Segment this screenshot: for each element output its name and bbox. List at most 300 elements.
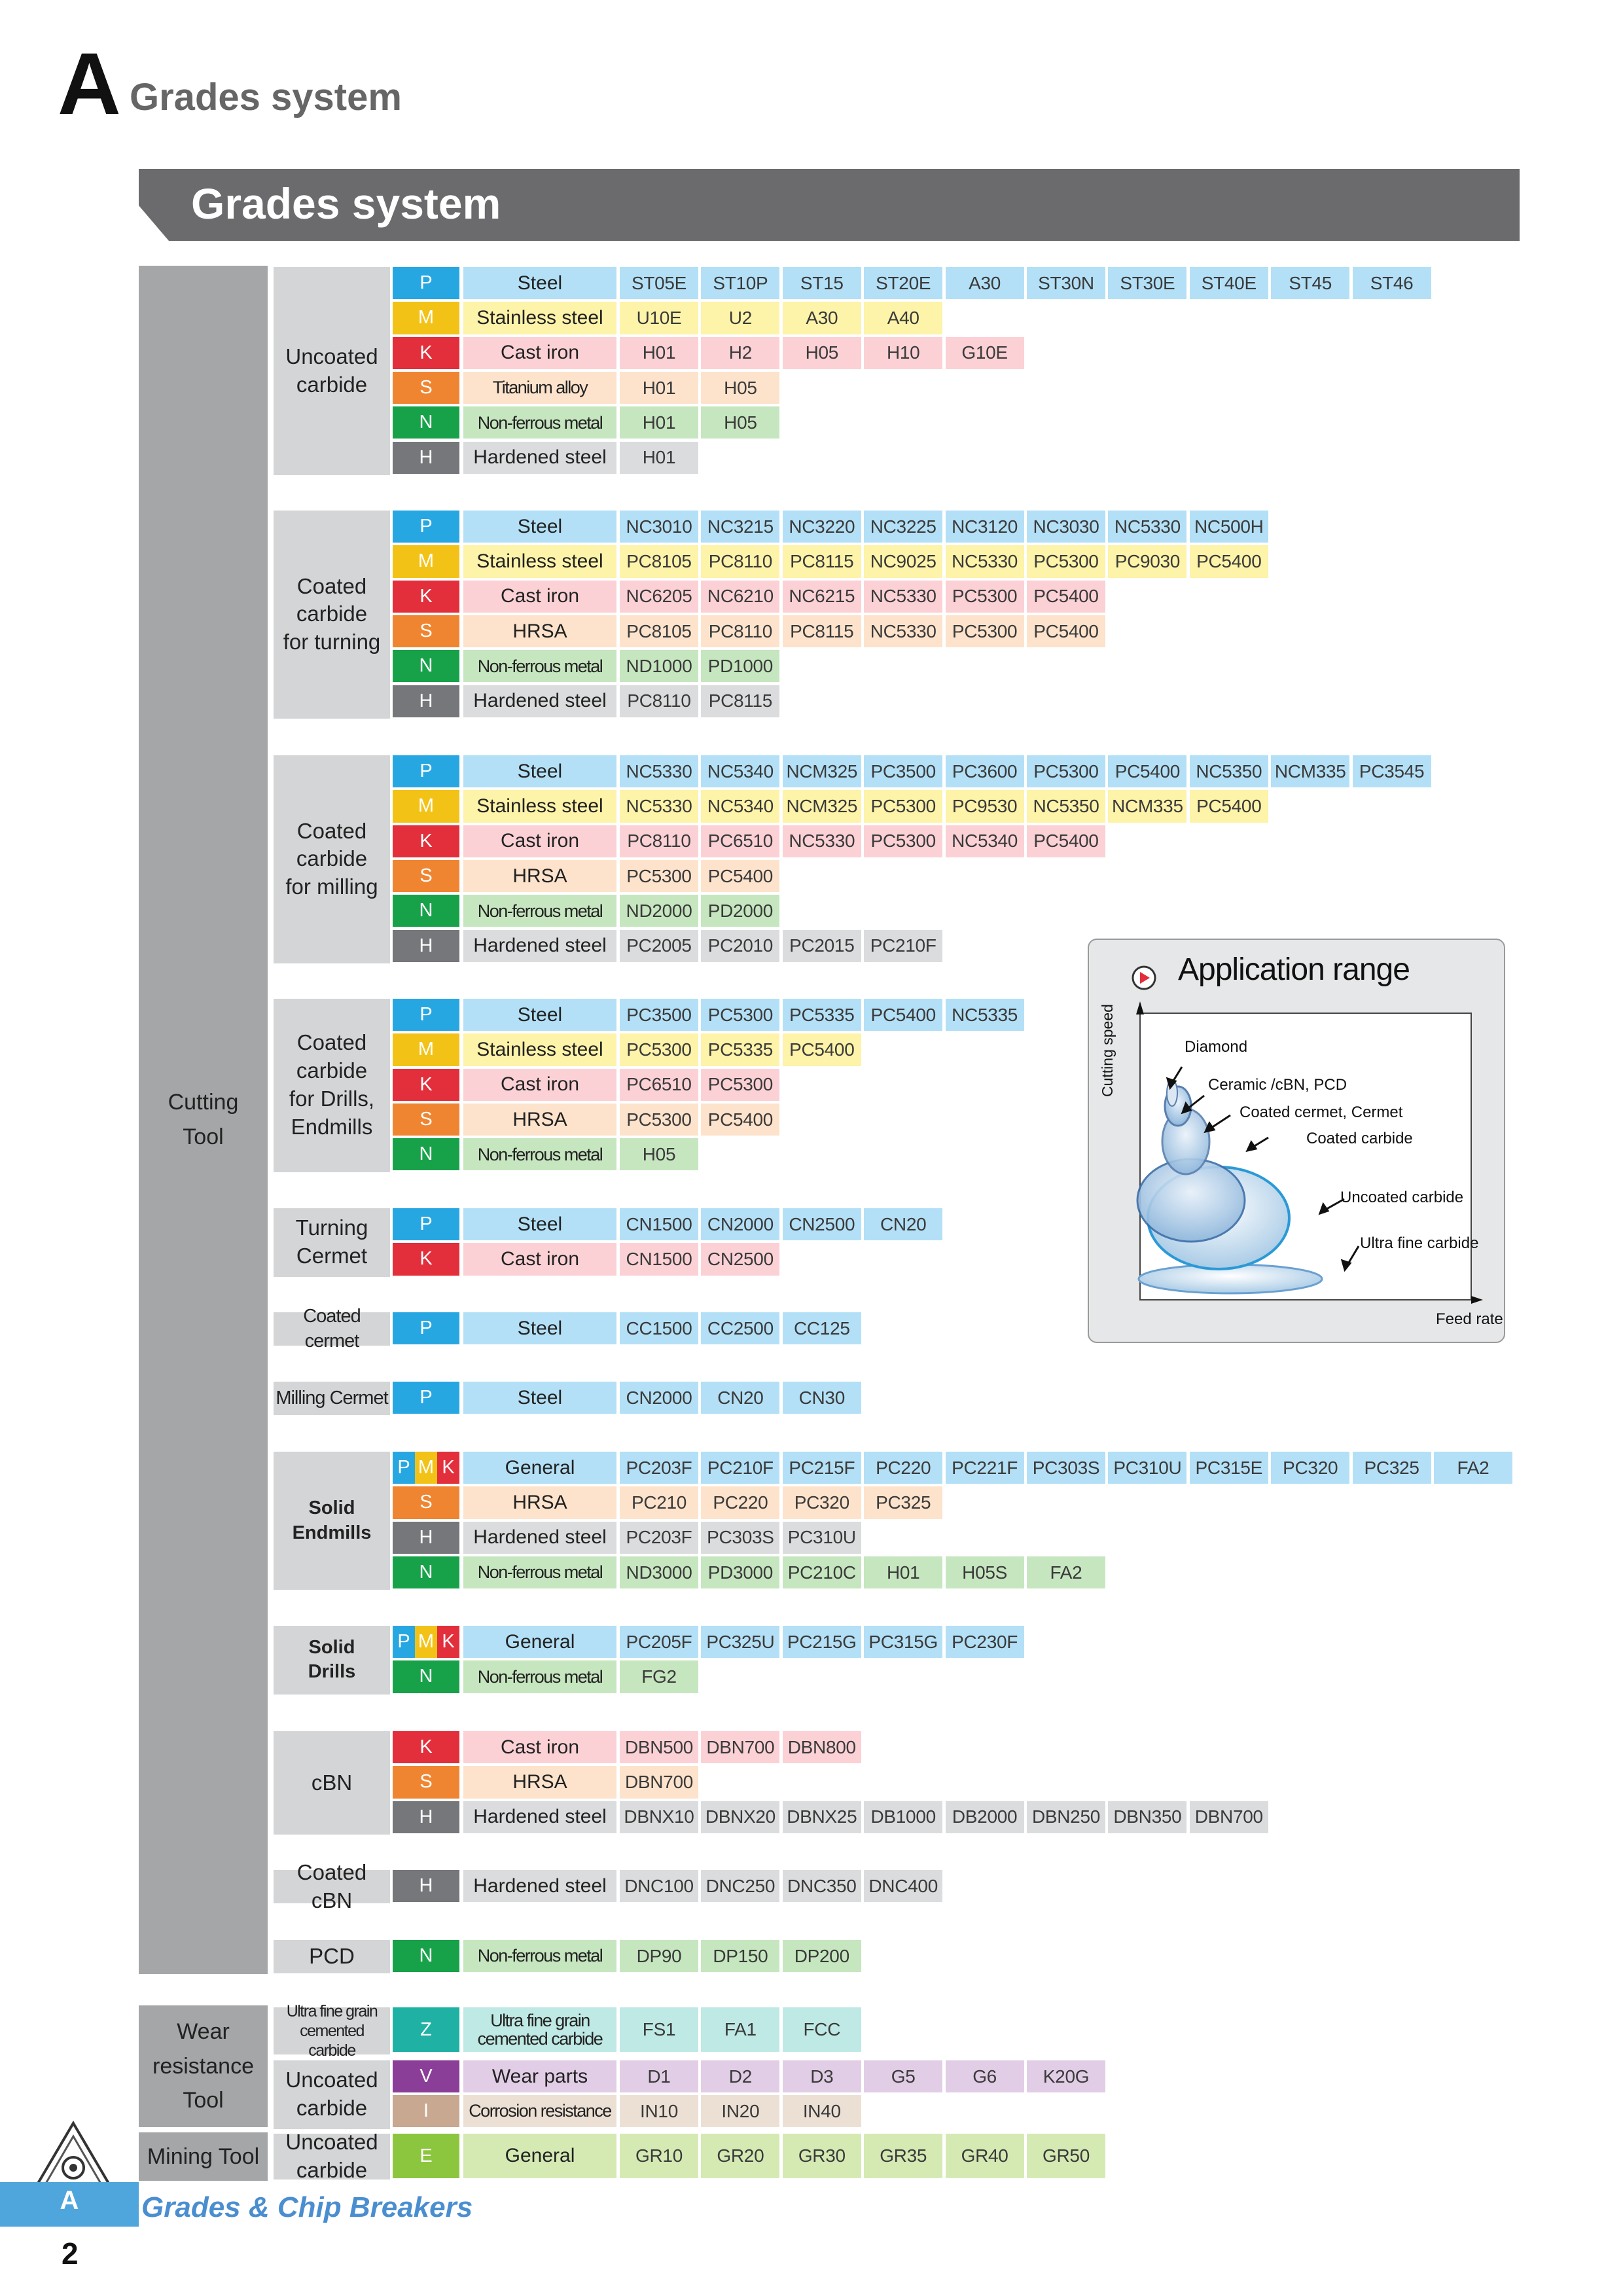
material-code: K xyxy=(393,1243,459,1275)
material-code: P xyxy=(393,755,459,787)
application-range-title: Application range xyxy=(1178,952,1410,987)
grade-cell: H05 xyxy=(783,337,861,369)
grade-cell: NCM325 xyxy=(783,790,861,822)
material-name: Cast iron xyxy=(463,581,616,613)
grade-cell: K20G xyxy=(1027,2060,1105,2092)
grade-cell: H01 xyxy=(620,372,698,404)
grade-cell: CN30 xyxy=(783,1382,861,1414)
grade-cell: NCM335 xyxy=(1108,790,1186,822)
grade-cell: H05 xyxy=(701,372,779,404)
material-name: Steel xyxy=(463,1312,616,1344)
material-code: S xyxy=(393,1766,459,1798)
grade-cell: PC210C xyxy=(783,1556,861,1588)
grade-cell: NC5350 xyxy=(1190,755,1268,787)
grade-cell: PC5300 xyxy=(620,1103,698,1136)
material-name: Ultra fine grain cemented carbide xyxy=(463,2007,616,2052)
section-name-text: Solid Drills xyxy=(308,1636,356,1683)
mining-tool-group xyxy=(139,2132,268,2181)
grade-cell: PC210F xyxy=(864,930,942,962)
grade-cell: NC5330 xyxy=(1108,511,1186,543)
section-name xyxy=(274,1208,390,1277)
grade-cell: NCM325 xyxy=(783,755,861,787)
material-code: M xyxy=(393,302,459,334)
grade-cell: PC5300 xyxy=(946,581,1024,613)
material-code: H xyxy=(393,930,459,962)
grade-cell: NC6215 xyxy=(783,581,861,613)
section-name-text: Coated cBN xyxy=(296,1859,367,1912)
section-name-text: Coated carbide for milling xyxy=(285,818,378,899)
section-name-text: Uncoated carbide xyxy=(285,2068,378,2121)
grade-cell: PC5300 xyxy=(1027,755,1105,787)
grade-cell: G5 xyxy=(864,2060,942,2092)
material-name: Non-ferrous metal xyxy=(463,1660,616,1693)
section-name-text: cBN xyxy=(311,1770,353,1795)
section-name xyxy=(274,1731,390,1835)
grade-cell: DP200 xyxy=(783,1940,861,1972)
section-name xyxy=(274,2002,390,2060)
grade-cell: NC3010 xyxy=(620,511,698,543)
grade-cell: NC5330 xyxy=(864,581,942,613)
material-code: V xyxy=(393,2060,459,2092)
mining-tool-group-label: Mining Tool xyxy=(147,2144,260,2169)
material-name: Steel xyxy=(463,999,616,1031)
section-name-text: PCD xyxy=(309,1944,355,1969)
grade-cell: IN20 xyxy=(701,2095,779,2127)
section-name-text: Ultra fine grain cemented carbide xyxy=(286,2002,378,2060)
material-code: S xyxy=(393,372,459,404)
material-code: K xyxy=(393,581,459,613)
grade-cell: PC230F xyxy=(946,1626,1024,1658)
material-code: H xyxy=(393,685,459,717)
grade-cell: CN20 xyxy=(864,1208,942,1240)
material-code: N xyxy=(393,1556,459,1588)
grade-cell: PC8115 xyxy=(701,685,779,717)
material-code: K xyxy=(393,337,459,369)
grade-cell: PC325 xyxy=(864,1486,942,1518)
grade-cell: PC220 xyxy=(864,1452,942,1484)
grade-cell: CC1500 xyxy=(620,1312,698,1344)
grade-cell: PC5335 xyxy=(783,999,861,1031)
material-code-k: K xyxy=(437,1452,459,1484)
material-name: Cast iron xyxy=(463,337,616,369)
grade-cell: ST46 xyxy=(1353,267,1431,299)
grade-cell: PC9030 xyxy=(1108,545,1186,577)
material-name: General xyxy=(463,2134,616,2178)
material-name: General xyxy=(463,1452,616,1484)
material-code: N xyxy=(393,895,459,927)
material-name: Stainless steel xyxy=(463,1033,616,1066)
section-name-text: Coated carbide for turning xyxy=(283,573,381,655)
grade-cell: PC8105 xyxy=(620,545,698,577)
grade-cell: FA2 xyxy=(1027,1556,1105,1588)
grade-cell: GR40 xyxy=(946,2134,1024,2178)
material-code: P xyxy=(393,511,459,543)
grade-cell: NC6210 xyxy=(701,581,779,613)
material-name: Hardened steel xyxy=(463,1801,616,1833)
section-name xyxy=(274,2130,390,2182)
grade-cell: ST10P xyxy=(701,267,779,299)
grade-cell: ST20E xyxy=(864,267,942,299)
material-code: N xyxy=(393,1940,459,1972)
grade-cell: DNC400 xyxy=(864,1870,942,1902)
grade-cell: ST45 xyxy=(1271,267,1349,299)
grade-cell: NC3220 xyxy=(783,511,861,543)
grade-cell: GR10 xyxy=(620,2134,698,2178)
page-number: 2 xyxy=(62,2236,79,2270)
grade-cell: H05 xyxy=(620,1138,698,1170)
material-code: S xyxy=(393,1486,459,1518)
grade-cell: PC8115 xyxy=(783,615,861,647)
grade-cell: H01 xyxy=(620,442,698,474)
grade-cell: CN1500 xyxy=(620,1208,698,1240)
grade-cell: H05 xyxy=(701,406,779,439)
grade-cell: NCM335 xyxy=(1271,755,1349,787)
chapter-title: Grades system xyxy=(130,76,402,118)
grade-cell: DBN800 xyxy=(783,1731,861,1763)
material-code: N xyxy=(393,650,459,682)
grade-cell: PC303S xyxy=(701,1522,779,1554)
label-coated-carbide: Coated carbide xyxy=(1306,1130,1413,1147)
grade-cell: NC5350 xyxy=(1027,790,1105,822)
material-code: M xyxy=(393,1033,459,1066)
grade-cell: PC5300 xyxy=(864,790,942,822)
grade-cell: PC5400 xyxy=(1027,825,1105,857)
grade-cell: IN40 xyxy=(783,2095,861,2127)
material-code: S xyxy=(393,1103,459,1136)
material-name: Cast iron xyxy=(463,1731,616,1763)
material-code: H xyxy=(393,1870,459,1902)
grade-cell: PC5300 xyxy=(1027,545,1105,577)
grade-cell: PC3500 xyxy=(864,755,942,787)
grade-cell: PC310U xyxy=(783,1522,861,1554)
material-code-m: M xyxy=(415,1452,437,1484)
material-name: Non-ferrous metal xyxy=(463,1138,616,1170)
grade-cell: PC210 xyxy=(620,1486,698,1518)
section-name xyxy=(274,999,390,1172)
grade-cell: IN10 xyxy=(620,2095,698,2127)
section-name-text: Coated carbide for Drills, Endmills xyxy=(289,1030,375,1139)
grade-cell: PC5400 xyxy=(701,1103,779,1136)
grade-cell: A30 xyxy=(946,267,1024,299)
grade-cell: NC5330 xyxy=(620,755,698,787)
grade-cell: GR50 xyxy=(1027,2134,1105,2178)
grade-cell: CN2000 xyxy=(620,1382,698,1414)
material-name: Non-ferrous metal xyxy=(463,406,616,439)
grade-cell: NC3030 xyxy=(1027,511,1105,543)
section-name xyxy=(274,1452,390,1590)
grade-cell: CN2000 xyxy=(701,1208,779,1240)
grade-cell: PC203F xyxy=(620,1452,698,1484)
material-code: E xyxy=(393,2134,459,2178)
section-name xyxy=(274,1305,390,1352)
grade-cell: CN2500 xyxy=(701,1243,779,1275)
grade-cell: DBN700 xyxy=(701,1731,779,1763)
material-code: I xyxy=(393,2095,459,2127)
grade-cell: D3 xyxy=(783,2060,861,2092)
grade-cell: PC315E xyxy=(1190,1452,1268,1484)
grade-cell: PC320 xyxy=(1271,1452,1349,1484)
grade-cell: PC5400 xyxy=(1027,615,1105,647)
material-code: S xyxy=(393,615,459,647)
grade-cell: DBNX10 xyxy=(620,1801,698,1833)
section-name-text: Uncoated carbide xyxy=(285,344,378,397)
grade-cell: DNC100 xyxy=(620,1870,698,1902)
grade-cell: ST05E xyxy=(620,267,698,299)
section-name-text: Uncoated carbide xyxy=(285,2130,378,2182)
material-code: P xyxy=(393,1312,459,1344)
material-code: K xyxy=(393,1069,459,1101)
grade-cell: PC303S xyxy=(1027,1452,1105,1484)
grade-cell: NC5330 xyxy=(620,790,698,822)
y-axis-label: Cutting speed xyxy=(1099,1004,1116,1097)
material-code: N xyxy=(393,1138,459,1170)
material-name: Cast iron xyxy=(463,1243,616,1275)
grade-cell: PC8105 xyxy=(620,615,698,647)
material-name: Steel xyxy=(463,267,616,299)
material-code: K xyxy=(393,1731,459,1763)
grade-cell: FA2 xyxy=(1434,1452,1512,1484)
grade-cell: NC5330 xyxy=(946,545,1024,577)
grade-cell: D2 xyxy=(701,2060,779,2092)
grade-cell: NC5340 xyxy=(946,825,1024,857)
grade-cell: DNC350 xyxy=(783,1870,861,1902)
material-name: Corrosion resistance xyxy=(463,2095,616,2127)
label-coated-cermet: Coated cermet, Cermet xyxy=(1240,1103,1403,1121)
grade-cell: H10 xyxy=(864,337,942,369)
material-name: Hardened steel xyxy=(463,442,616,474)
grade-cell: A40 xyxy=(864,302,942,334)
grade-cell: DB2000 xyxy=(946,1801,1024,1833)
material-name: Hardened steel xyxy=(463,930,616,962)
wear-tool-group xyxy=(139,2005,268,2127)
grade-cell: FCC xyxy=(783,2007,861,2052)
grade-cell: PD1000 xyxy=(701,650,779,682)
x-axis-label: Feed rate xyxy=(1436,1310,1503,1328)
material-code xyxy=(393,1626,459,1658)
material-name: HRSA xyxy=(463,1103,616,1136)
grade-cell: DP150 xyxy=(701,1940,779,1972)
grade-cell: CC2500 xyxy=(701,1312,779,1344)
grade-cell: PC3545 xyxy=(1353,755,1431,787)
material-name: Stainless steel xyxy=(463,545,616,577)
grade-cell: U10E xyxy=(620,302,698,334)
grade-cell: GR30 xyxy=(783,2134,861,2178)
grade-cell: PC8110 xyxy=(701,545,779,577)
material-name: HRSA xyxy=(463,860,616,892)
grade-cell: FA1 xyxy=(701,2007,779,2052)
material-code: P xyxy=(393,267,459,299)
grade-cell: PC203F xyxy=(620,1522,698,1554)
label-diamond: Diamond xyxy=(1185,1038,1248,1056)
grade-cell: DBNX20 xyxy=(701,1801,779,1833)
material-code: N xyxy=(393,406,459,439)
material-name: Steel xyxy=(463,755,616,787)
material-name: Steel xyxy=(463,1208,616,1240)
material-name: HRSA xyxy=(463,1486,616,1518)
material-code: H xyxy=(393,442,459,474)
material-code-p: P xyxy=(393,1452,415,1484)
material-name: Non-ferrous metal xyxy=(463,1556,616,1588)
material-name: Wear parts xyxy=(463,2060,616,2092)
grade-cell: PC8110 xyxy=(620,685,698,717)
material-code: P xyxy=(393,1382,459,1414)
grade-cell: ST15 xyxy=(783,267,861,299)
grade-cell: H2 xyxy=(701,337,779,369)
grade-cell: H05S xyxy=(946,1556,1024,1588)
material-code: P xyxy=(393,1208,459,1240)
grade-cell: G10E xyxy=(946,337,1024,369)
grade-cell: PC5300 xyxy=(620,860,698,892)
section-name xyxy=(274,511,390,719)
grade-cell: G6 xyxy=(946,2060,1024,2092)
section-name xyxy=(274,755,390,963)
material-code: M xyxy=(393,545,459,577)
grade-cell: ST30N xyxy=(1027,267,1105,299)
grade-cell: PC220 xyxy=(701,1486,779,1518)
section-name-text: Milling Cermet xyxy=(276,1387,388,1408)
material-name: Steel xyxy=(463,511,616,543)
banner-title: Grades system xyxy=(191,179,501,228)
grade-cell: PC5300 xyxy=(701,999,779,1031)
grade-cell: PC325 xyxy=(1353,1452,1431,1484)
material-name: General xyxy=(463,1626,616,1658)
material-code: H xyxy=(393,1801,459,1833)
material-code: H xyxy=(393,1522,459,1554)
material-name: Titanium alloy xyxy=(463,372,616,404)
material-code: S xyxy=(393,860,459,892)
grade-cell: NC500H xyxy=(1190,511,1268,543)
grade-cell: NC6205 xyxy=(620,581,698,613)
grade-cell: DNC250 xyxy=(701,1870,779,1902)
grade-cell: PC215G xyxy=(783,1626,861,1658)
grade-cell: ND3000 xyxy=(620,1556,698,1588)
grade-cell: PC3500 xyxy=(620,999,698,1031)
section-name xyxy=(274,1859,390,1912)
grade-cell: NC9025 xyxy=(864,545,942,577)
wear-tool-group-label: Wear resistance Tool xyxy=(152,2018,254,2113)
grade-cell: NC3120 xyxy=(946,511,1024,543)
material-name: Hardened steel xyxy=(463,685,616,717)
label-ceramic-cbn: Ceramic /cBN, PCD xyxy=(1208,1076,1347,1094)
grade-cell: NC5335 xyxy=(946,999,1024,1031)
grade-cell: DBN250 xyxy=(1027,1801,1105,1833)
grade-cell: H01 xyxy=(864,1556,942,1588)
grade-cell: PC205F xyxy=(620,1626,698,1658)
grade-cell: NC3215 xyxy=(701,511,779,543)
grade-cell: PC3600 xyxy=(946,755,1024,787)
grade-cell: ND1000 xyxy=(620,650,698,682)
grade-cell: DB1000 xyxy=(864,1801,942,1833)
cutting-tool-group-label: Cutting Tool xyxy=(168,1090,239,1149)
grade-cell: ST30E xyxy=(1108,267,1186,299)
material-name: Stainless steel xyxy=(463,302,616,334)
grade-cell: PC5400 xyxy=(1108,755,1186,787)
grade-cell: FS1 xyxy=(620,2007,698,2052)
grade-cell: PD3000 xyxy=(701,1556,779,1588)
label-uncoated-carbide: Uncoated carbide xyxy=(1340,1189,1464,1206)
grade-cell: PC8110 xyxy=(620,825,698,857)
grade-cell: NC5330 xyxy=(783,825,861,857)
grade-cell: H01 xyxy=(620,406,698,439)
material-code: M xyxy=(393,790,459,822)
label-ultra-fine-carbide: Ultra fine carbide xyxy=(1360,1234,1479,1252)
section-name xyxy=(274,1626,390,1695)
grade-cell: PC5400 xyxy=(1190,790,1268,822)
footer-section-letter: A xyxy=(60,2186,79,2215)
grade-cell: DBN500 xyxy=(620,1731,698,1763)
grade-cell: PC325U xyxy=(701,1626,779,1658)
grade-cell: PC5400 xyxy=(783,1033,861,1066)
section-name-text: Coated cermet xyxy=(303,1305,361,1352)
material-name: Stainless steel xyxy=(463,790,616,822)
grade-cell: NC5330 xyxy=(864,615,942,647)
grade-cell: NC3225 xyxy=(864,511,942,543)
grade-cell: PC8115 xyxy=(783,545,861,577)
grade-cell: PC8110 xyxy=(701,615,779,647)
grade-cell: NC5340 xyxy=(701,755,779,787)
material-code-p: P xyxy=(393,1626,415,1658)
grade-cell: PC215F xyxy=(783,1452,861,1484)
material-name: HRSA xyxy=(463,615,616,647)
grade-cell: DBN350 xyxy=(1108,1801,1186,1833)
cutting-tool-group xyxy=(139,266,268,1974)
grade-cell: DBN700 xyxy=(1190,1801,1268,1833)
grade-cell: FG2 xyxy=(620,1660,698,1693)
section-name-text: Turning Cermet xyxy=(295,1215,368,1268)
material-code xyxy=(393,1452,459,1484)
grade-cell: PC5400 xyxy=(1190,545,1268,577)
material-name: Hardened steel xyxy=(463,1870,616,1902)
grade-cell: PC5300 xyxy=(864,825,942,857)
grade-cell: A30 xyxy=(783,302,861,334)
material-code: K xyxy=(393,825,459,857)
grade-cell: PC5300 xyxy=(701,1069,779,1101)
section-name xyxy=(274,2060,390,2129)
material-name: Cast iron xyxy=(463,1069,616,1101)
grade-cell: PC5300 xyxy=(946,615,1024,647)
grade-cell: PC5400 xyxy=(1027,581,1105,613)
grade-cell: DP90 xyxy=(620,1940,698,1972)
material-code-m: M xyxy=(415,1626,437,1658)
material-code: Z xyxy=(393,2007,459,2052)
grade-cell: PC310U xyxy=(1108,1452,1186,1484)
grade-cell: H01 xyxy=(620,337,698,369)
grade-cell: PD2000 xyxy=(701,895,779,927)
material-name: Non-ferrous metal xyxy=(463,895,616,927)
grade-cell: NC5340 xyxy=(701,790,779,822)
grade-cell: CC125 xyxy=(783,1312,861,1344)
grade-cell: PC9530 xyxy=(946,790,1024,822)
application-range-chart xyxy=(1088,939,1505,1343)
material-name: Steel xyxy=(463,1382,616,1414)
footer-title: Grades & Chip Breakers xyxy=(141,2191,473,2223)
grade-cell: ST40E xyxy=(1190,267,1268,299)
grade-cell: PC2015 xyxy=(783,930,861,962)
grade-cell: DBNX25 xyxy=(783,1801,861,1833)
grade-cell: PC221F xyxy=(946,1452,1024,1484)
section-name-text: Solid Endmills xyxy=(292,1497,372,1543)
grade-cell: PC5400 xyxy=(701,860,779,892)
material-name: Non-ferrous metal xyxy=(463,1940,616,1972)
grade-cell: PC320 xyxy=(783,1486,861,1518)
section-name xyxy=(274,267,390,475)
grade-cell: DBN700 xyxy=(620,1766,698,1798)
material-name: Cast iron xyxy=(463,825,616,857)
grade-cell: PC5400 xyxy=(864,999,942,1031)
section-name xyxy=(274,1940,390,1973)
grade-cell: PC5300 xyxy=(620,1033,698,1066)
material-name: Hardened steel xyxy=(463,1522,616,1554)
